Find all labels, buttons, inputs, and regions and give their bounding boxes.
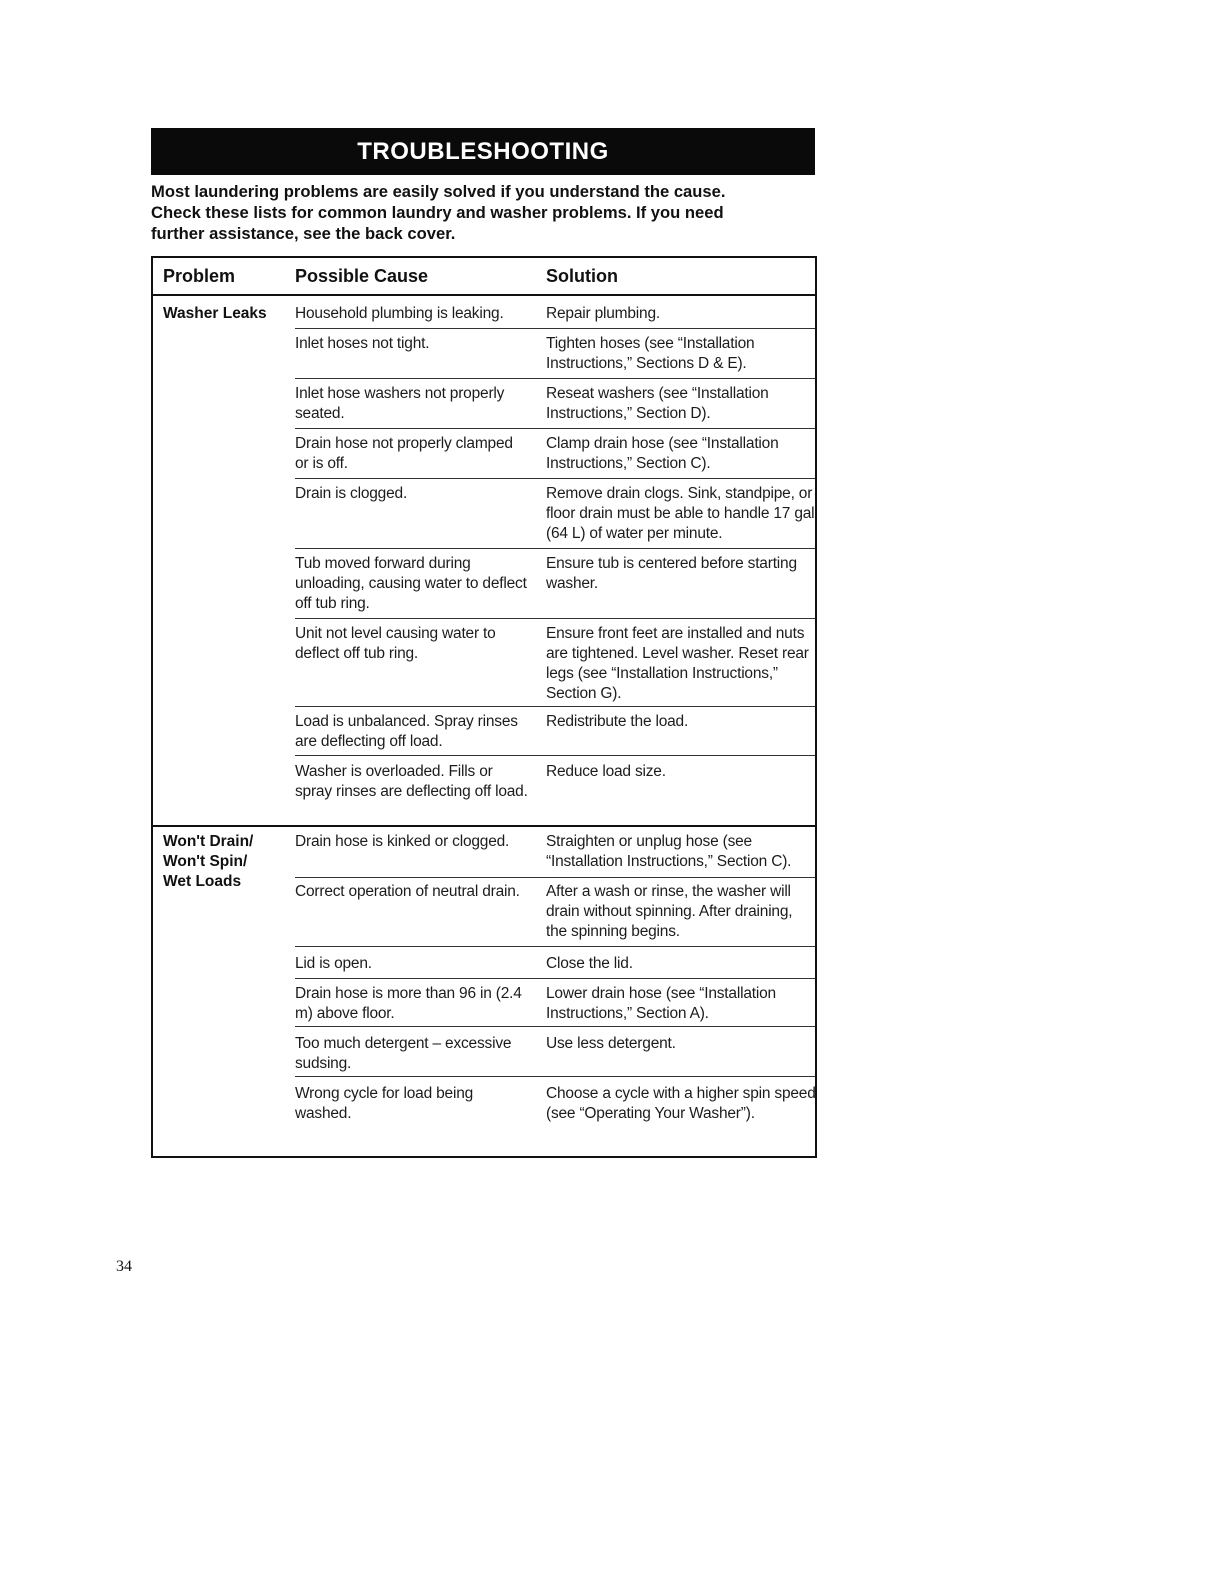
solution: Straighten or unplug hose (see “Installation Instructions,” Section C). — [546, 833, 792, 870]
table-header — [153, 258, 815, 296]
row-divider — [295, 978, 815, 979]
possible-cause: Washer is overloaded. Fills or spray rinses are deflecting off load. — [295, 763, 528, 800]
solution: Repair plumbing. — [546, 305, 660, 322]
possible-cause: Drain is clogged. — [295, 485, 408, 502]
solution: Lower drain hose (see “Installation Instructions,” Section A). — [546, 985, 776, 1022]
row-divider — [295, 618, 815, 619]
solution: Reseat washers (see “Installation Instructions,” Section D). — [546, 385, 769, 422]
row-divider — [295, 548, 815, 549]
intro-line: Check these lists for common laundry and washer problems. If you need — [151, 203, 724, 222]
possible-cause: Drain hose not properly clamped or is off. — [295, 435, 513, 472]
row-divider — [295, 706, 815, 707]
row-divider — [295, 755, 815, 756]
row-divider — [295, 877, 815, 878]
solution: After a wash or rinse, the washer will drain without spinning. After draining, the spinning begins. — [546, 883, 793, 940]
solution: Redistribute the load. — [546, 713, 689, 730]
solution: Close the lid. — [546, 955, 633, 972]
possible-cause: Tub moved forward during unloading, causing water to deflect off tub ring. — [295, 555, 527, 612]
troubleshooting-table — [151, 256, 817, 1158]
row-divider — [295, 378, 815, 379]
row-divider — [295, 328, 815, 329]
problem-label: Won't Drain/ Won't Spin/ Wet Loads — [163, 833, 254, 890]
solution: Remove drain clogs. Sink, standpipe, or floor drain must be able to handle 17 gal (64 L) of water per minute. — [546, 485, 815, 542]
solution: Ensure tub is centered before starting washer. — [546, 555, 797, 592]
possible-cause: Wrong cycle for load being washed. — [295, 1085, 474, 1122]
intro-line: Most laundering problems are easily solved if you understand the cause. — [151, 182, 726, 201]
possible-cause: Load is unbalanced. Spray rinses are deflecting off load. — [295, 713, 518, 750]
possible-cause: Correct operation of neutral drain. — [295, 883, 520, 900]
banner-title: TROUBLESHOOTING — [357, 137, 609, 165]
possible-cause: Lid is open. — [295, 955, 372, 972]
solution: Reduce load size. — [546, 763, 666, 780]
intro-line: further assistance, see the back cover. — [151, 224, 456, 243]
solution: Choose a cycle with a higher spin speed (see “Operating Your Washer”). — [546, 1085, 816, 1122]
problem-label: Washer Leaks — [163, 305, 267, 322]
row-divider — [295, 1026, 815, 1027]
page-number: 34 — [116, 1258, 132, 1275]
possible-cause: Household plumbing is leaking. — [295, 305, 504, 322]
solution: Use less detergent. — [546, 1035, 676, 1052]
row-divider — [295, 428, 815, 429]
header-problem: Problem — [163, 266, 236, 286]
possible-cause: Inlet hose washers not properly seated. — [295, 385, 505, 422]
possible-cause: Drain hose is kinked or clogged. — [295, 833, 510, 850]
intro-paragraph — [151, 181, 831, 244]
possible-cause: Too much detergent – excessive sudsing. — [295, 1035, 512, 1072]
solution: Tighten hoses (see “Installation Instructions,” Sections D & E). — [546, 335, 755, 372]
row-divider — [295, 1076, 815, 1077]
possible-cause: Unit not level causing water to deflect off tub ring. — [295, 625, 496, 662]
possible-cause: Inlet hoses not tight. — [295, 335, 430, 352]
header-solution: Solution — [546, 266, 618, 286]
solution: Ensure front feet are installed and nuts are tightened. Level washer. Reset rear legs (see “Installation Instructions,” Section G). — [546, 625, 809, 702]
section-banner — [151, 128, 815, 175]
solution: Clamp drain hose (see “Installation Instructions,” Section C). — [546, 435, 779, 472]
group-divider — [153, 825, 815, 827]
header-possible-cause: Possible Cause — [295, 266, 429, 286]
row-divider — [295, 946, 815, 947]
row-divider — [295, 478, 815, 479]
possible-cause: Drain hose is more than 96 in (2.4 m) above floor. — [295, 985, 522, 1022]
